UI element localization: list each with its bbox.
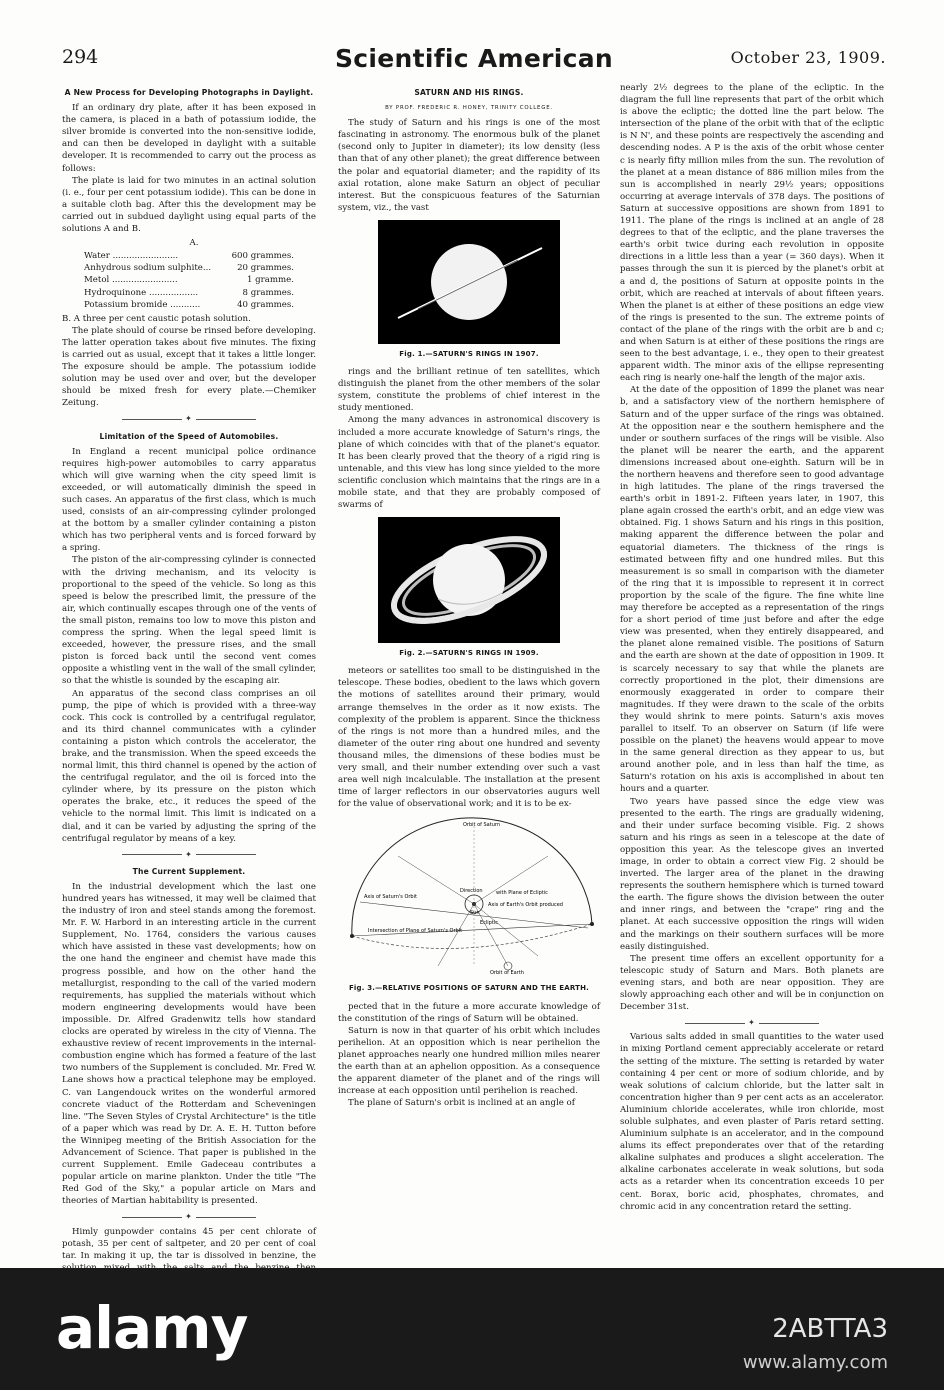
column-left bbox=[62, 82, 316, 1286]
page-header bbox=[62, 44, 886, 78]
article-title-automobile-speed: Limitation of the Speed of Automobiles. bbox=[99, 431, 279, 441]
masthead: Scientific American bbox=[334, 44, 614, 73]
stock-watermark-bar bbox=[0, 1268, 944, 1390]
fig2-saturn-1909-photo bbox=[378, 517, 560, 643]
paragraph: Saturn is now in that quarter of his orbit which includes perihelion. At an opposition which is near perihelion the planet approaches nearly one hundred million miles nearer the earth than at an aphelion opposition. As a consequence the apparent diameter of the planet and of the rings will increase at each opposition until perihelion is reached. bbox=[338, 1025, 600, 1097]
paragraph: Himly gunpowder contains 45 per cent chlorate of potash, 35 per cent of saltpeter, and 20 per cent of coal tar. In making it up, the tar is dissolved in benzine, the bbox=[62, 1226, 316, 1261]
paragraph: meteors or satellites too small to be distinguished in the telescope. These bodies, obedient to the laws which govern the motions of satellites around their primary, would arrange themselves in the order as it now exists. The complexity of the problem is apparent. Since the thickness of the rings is not more than a hundred miles, and the diameter of the outer ring about one hundred and seventy thousand miles, the dimensions of these bodies must be very small, and their number extending over such a vast area well nigh incalculable. The installation at the present time of larger reflectors in our observatories augurs well for the value of observational work; and it is to be ex- bbox=[338, 666, 600, 810]
column-middle bbox=[338, 82, 600, 1109]
byline: BY PROF. FREDERIC R. HONEY, TRINITY COLLEGE. bbox=[385, 105, 553, 112]
paragraph: The plate is laid for two minutes in an actinal solution (i. e., four per cent potassium iodide). This can be done in a suitable cloth bag. After this the development may be carried out in subdued daylight using equal parts of the solutions A and B. bbox=[62, 175, 316, 235]
fig3-label-orbit: Orbit of Saturn bbox=[463, 822, 501, 829]
paragraph: At the date of the opposition of 1899 the planet was near b, and a satisfactory view of the northern hemisphere of Saturn and of the upper surface of the rings was obtained. At the opposition near e the southern hemisphere and the under or southern surfaces of the rings will be visible. Also the planet will be nearer the earth, and the apparent dimensions increased about one-eighth. Saturn will be in the northern heavens and therefore seen to good advantage in high latitudes. The plane of the rings traversed the earth's orbit in 1891-2. Fifteen years later, in 1907, this plane again crossed the earth's orbit, and an edge view was obtained. Fig. 1 shows Saturn and his rings in this position, making apparent the difference between the polar and equatorial diameters. The thickness of the rings is estimated between fifty and one hundred miles. But this measurement is so small in comparison with the diameter of the ring that it is impossible to represent it in correct proportion by the scale of the figure. The fine white line may therefore be accepted as a representation of the rings for a short period of time just before and after the edge view was presented, when they entirely disappeared, and the planet alone remained visible. The positions of Saturn and the earth are shown at the date of opposition in 1909. It is scarcely necessary to say that while the planets are correctly proportioned in the plot, their dimensions are enormously exaggerated in order to compare their magnitudes. If they were drawn to the scale of the orbits they would shrink to mere points. Saturn's axis moves parallel to itself. To an observer on Saturn (if life were possible on the planet) the heavens would appear to move in the same general direction as they appear to us, but around another pole, and in less than half the time, as Saturn's rotation on his axis is accomplished in about ten hours and a quarter. bbox=[620, 385, 884, 795]
paragraph: The plane of Saturn's orbit is inclined at an angle of bbox=[348, 1098, 575, 1109]
paragraph: In the industrial development which the last one hundred years has witnessed, it may well be claimed that the industry of iron and steel stands among the foremost. Mr. F. W. Harbord in an interesting article in the current Supplement, No. 1764, considers the various causes which have assisted in these vast developments; how on the one hand the engineer and chemist have made this progress possible, and how on the other hand the metallurgist, responding to the call of the varied modern requirements, has supplied the materials without which modern engineering developments would have been impossible. Dr. Alfred Gradenwitz tells how standard clocks are operated by wireless in the city of Vienna. The exhaustive review of recent improvements in the internal-combustion engine which has formed a feature of the last two numbers of the Supplement is concluded. Mr. Fred W. Lane shows how a practical telephone may be employed. C. van Langendouck writes on the wonderful armored concrete viaduct of the Rotterdam and Scheveningen line. "The Seven Styles of Crystal Architecture" is the title of a paper which was read by Dr. A. E. H. Tutton before the Winnipeg meeting of the British Association for the Advancement of Science. That paper is published in the current Supplement. Emile Gadeceau contributes a popular article on marine plankton. Under the title "The Red God of the Sky," a popular article on Mars and theories of Martian habitability is presented. bbox=[62, 881, 316, 1207]
section-divider: ✦ bbox=[62, 849, 316, 861]
formula-b: B. A three per cent caustic potash solution. bbox=[62, 313, 251, 324]
article-title-current-supplement: The Current Supplement. bbox=[132, 866, 246, 876]
paragraph: The study of Saturn and his rings is one of the most fascinating in astronomy. The enormous bulk of the planet (second only to Jupiter in diameter); its low density (less than that of any other planet); the great difference between the polar and equatorial diameter; and the rapidity of its axial rotation, alone make Saturn an object of peculiar interest. But the conspicuous features of the Saturnian system, viz., the vast bbox=[338, 118, 600, 213]
fig1-caption: Fig. 1.—SATURN'S RINGS IN 1907. bbox=[399, 349, 539, 358]
paragraph: The piston of the air-compressing cylinder is connected with the driving mechanism, and its velocity is proportional to the speed of the vehicle. So long as this speed is below the prescribed limit, the pressure of the air, which continually escapes through one of the vents of the small piston, remains too low to move this piston and compress the spring. When the legal speed limit is exceeded, however, the pressure rises, and the small piston is forced back until the second vent comes opposite a whistling vent in the wall of the small cylinder, so that the whistle is sounded by the escaping air. bbox=[62, 555, 316, 687]
paragraph: If an ordinary dry plate, after it has been exposed in the camera, is placed in a bath of potassium iodide, the silver bromide is converted into the non-sensitive iodide, and can then be developed in daylight with a suitable developer. It is recommended to carry out the process as follows: bbox=[62, 103, 316, 174]
section-divider: ✦ bbox=[620, 1017, 884, 1029]
section-divider: ✦ bbox=[62, 413, 316, 425]
formula-row: Water ........................ 600 grammes. bbox=[84, 251, 294, 262]
paragraph: Among the many advances in astronomical discovery is included a more accurate knowledge of Saturn's rings, the plane of which coincides with that of the planet's equator. It has been clearly proved that the theory of a rigid ring is untenable, and this view has long since yielded to the more scientific conclusion which maintains that the rings are in a mobile state, and that they are probably composed of swarms of bbox=[338, 415, 600, 511]
page-number: 294 bbox=[62, 46, 99, 68]
image-id: 2ABTTA3 bbox=[772, 1314, 888, 1344]
article-title-daylight-photographs: A New Process for Developing Photographs in Daylight. bbox=[64, 88, 314, 97]
column-right bbox=[620, 82, 884, 1213]
fig3-orbit-diagram bbox=[338, 816, 600, 980]
fig3-label-sun: Sun bbox=[470, 910, 480, 917]
paragraph: rings and the brilliant retinue of ten satellites, which distinguish the planet from the other members of the solar system, constitute the problems of chief interest in the study mentioned. bbox=[338, 367, 600, 414]
paragraph: Two years have passed since the edge view was presented to the earth. The rings are gradually widening, and their under surface becoming visible. Fig. 2 shows saturn and his rings as seen in a telescope at the date of opposition this year. As the telescope gives an inverted image, in order to obtain a correct view Fig. 2 should be inverted. The larger area of the planet in the drawing represents the southern hemisphere which is turned toward the earth. The figure shows the division between the outer and inner rings, and between the "crape" ring and the planet. At each successive opposition the rings will widen and the markings on their southern surfaces will be more easily distinguished. bbox=[620, 796, 884, 952]
issue-date: October 23, 1909. bbox=[730, 48, 886, 67]
fig3-label-axis: Axis of Saturn's Orbit bbox=[364, 894, 417, 901]
fig1-saturn-1907-photo bbox=[378, 220, 560, 344]
developer-formula bbox=[72, 237, 316, 311]
paragraph: In England a recent municipal police ordinance requires high-power automobiles to carry apparatus which will give warning when the city speed limit is exceeded, or will automatically diminish the speed in such cases. An apparatus of the first class, which is much used, consists of an air-compressing cylinder prolonged at the bottom by a smaller cylinder containing a piston which has two peripheral vents and is forced forward by a spring. bbox=[62, 446, 316, 554]
formula-label: A. bbox=[189, 238, 199, 249]
paragraph: Various salts added in small quantities to the water used in mixing Portland cement appreciably accelerate or retard the setting of the mixture. The setting is retarded by water containing 4 per cent or more of sodium chloride, and by weak solutions of calcium chloride, but the latter salt in concentration higher than 9 per cent acts as an accelerator. Aluminium chloride accelerates, while iron chloride, most soluble sulphates, and even plaster of Paris retard setting. Aluminium sulphate is an accelerator, and in the compound alums its effect preponderates over that of the retarding alkaline sulphates and produces a slight acceleration. The alkaline carbonates accelerate in weak solutions, but soda acts as a retarder when its concentration exceeds 10 per cent. Borax, boric acid, phosphates, chromates, and chromic acid in any concentration retard the setting. bbox=[620, 1032, 884, 1212]
formula-row: Hydroquinone .................. 8 grammes. bbox=[84, 287, 294, 298]
formula-row: Metol ........................ 1 gramme. bbox=[84, 275, 294, 286]
fig2-caption: Fig. 2.—SATURN'S RINGS IN 1909. bbox=[399, 649, 539, 658]
site-url: www.alamy.com bbox=[742, 1352, 888, 1373]
section-divider: ✦ bbox=[62, 1211, 316, 1223]
paragraph: The plate should of course be rinsed before developing. The latter operation takes about five minutes. The fixing is carried out as usual, except that it takes a little longer. The exposure should be ample. The potassium iodide solution may be used over and over, but the developer should be mixed fresh for every plate.—Chemiker Zeitung. bbox=[62, 325, 316, 409]
paragraph: An apparatus of the second class comprises an oil pump, the pipe of which is provided with a three-way cock. This cock is controlled by a centrifugal regulator, and its third channel communicates with a cylinder containing a piston which controls the accelerator, the brake, and the transmission. When the speed exceeds the normal limit, this third channel is opened by the action of the centrifugal regulator, and the oil is forced into the cylinder where, by its pressure on the piston which operates the brake, etc., it reduces the speed of the vehicle to the normal limit. This limit is indicated on a dial, and it can be varied by adjusting the spring of the centrifugal regulator by means of a key. bbox=[62, 688, 316, 844]
fig3-label-plane: with Plane of Ecliptic bbox=[496, 890, 548, 897]
article-title-saturn: SATURN AND HIS RINGS. bbox=[414, 88, 524, 97]
fig3-label-intersection: Intersection of Plane of Saturn's Orbit bbox=[368, 928, 463, 935]
fig3-label-orbit-earth: Orbit of Earth bbox=[490, 970, 524, 977]
formula-row: Anhydrous sodium sulphite... 20 grammes. bbox=[84, 263, 294, 274]
alamy-logo: alamy bbox=[56, 1294, 248, 1362]
paragraph: pected that in the future a more accurate knowledge of the constitution of the rings of Saturn will be obtained. bbox=[338, 1001, 600, 1024]
fig3-label-ecliptic: Ecliptic bbox=[480, 920, 498, 927]
fig3-label-earth-axis: Axis of Earth's Orbit produced bbox=[488, 902, 563, 909]
paragraph: nearly 2½ degrees to the plane of the ecliptic. In the diagram the full line represents that part of the orbit which is above the ecliptic; the dotted line the part below. The intersection of the plane of the orbit with that of the ecliptic is N N', and these points are respectively the ascending and descending nodes. A P is the axis of the orbit whose center c is nearly fifty million miles from the sun. The revolution of the planet at a mean distance of 886 million miles from the sun is accomplished in nearly 29½ years; oppositions occurring at average intervals of 378 days. The positions of Saturn at successive oppositions are shown from 1891 to 1911. The plane of the rings is inclined at an angle of 28 degrees to that of the ecliptic, and the plane traverses the earth's orbit twice during each revolution in opposite directions in a little less than a year (= 360 days). When it passes through the sun it is pierced by the planet's orbit at a and d, the positions of Saturn at opposite points in the orbit, which are reached at intervals of about fifteen years. When the planet is at either of these positions an edge view of the rings is presented to the sun. The extreme points of contact of the plane of the rings with the orbit are b and c; and when Saturn is at either of these positions the rings are seen to the best advantage, i. e., they open to their greatest apparent width. The minor axis of the ellipse representing each ring is nearly one-half the length of the major axis. bbox=[620, 83, 884, 384]
paragraph: The present time offers an excellent opportunity for a telescopic study of Saturn and Mars. Both planets are evening stars, and both are near opposition. They are slowly approaching each other and will be in conjunction on December 31st. bbox=[620, 953, 884, 1013]
fig3-label-direction: Direction bbox=[460, 888, 483, 895]
fig3-caption: Fig. 3.—RELATIVE POSITIONS OF SATURN AND THE EARTH. bbox=[348, 984, 590, 993]
formula-row: Potassium bromide ........... 40 grammes. bbox=[84, 299, 294, 310]
